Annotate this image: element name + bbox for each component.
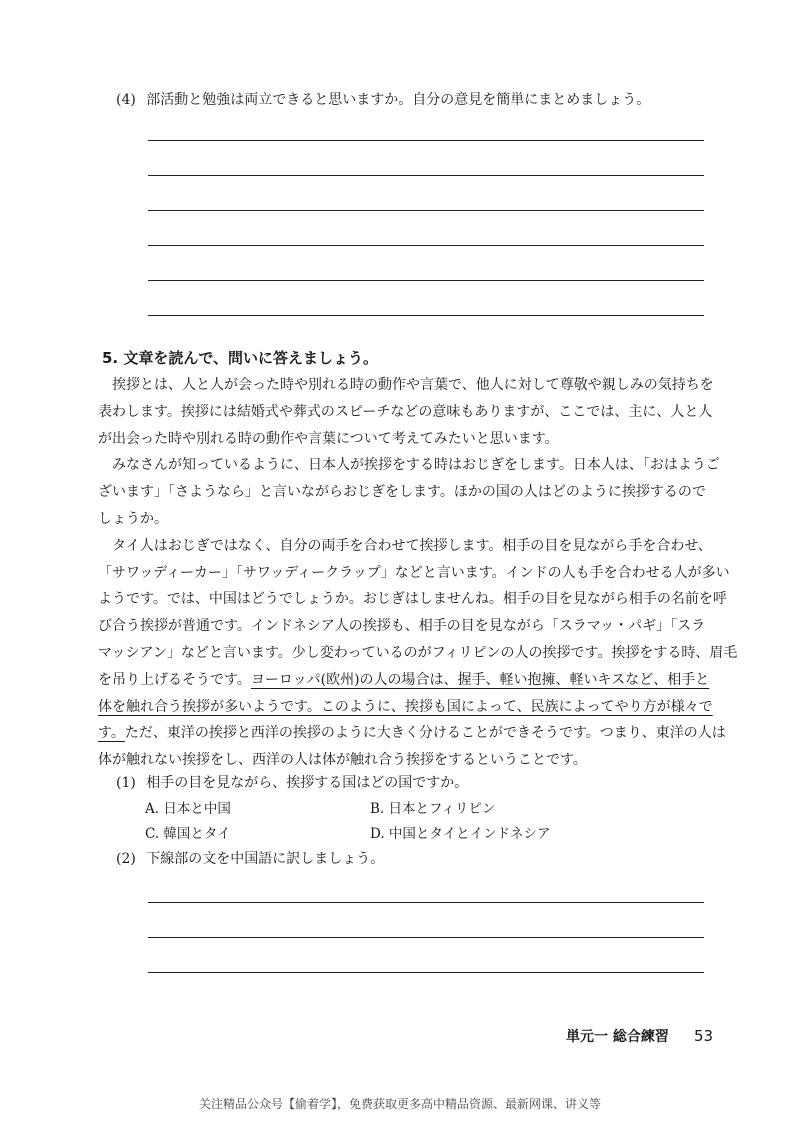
passage-line — [98, 694, 714, 721]
question-number: (1) — [116, 775, 136, 791]
question-text: 部活動と勉強は両立できると思いますか。自分の意見を簡単にまとめましょう。 — [146, 92, 651, 108]
passage-line: び合う挨拶が普通です。インドネシア人の挨拶も、相手の目を見ながら「スラマッ・パギ」「スラ — [98, 618, 706, 635]
option-d[interactable]: D. 中国とタイとインドネシア — [370, 826, 551, 842]
passage-line — [98, 720, 726, 747]
answer-line[interactable] — [148, 937, 704, 938]
passage-line: マッシアン」などと言います。少し変わっているのがフィリピンの人の挨拶です。挨拶をする時、眉毛 — [98, 644, 738, 661]
underlined-sentence: ヨーロッパ(欧州)の人の場合は、握手、軽い抱擁、軽いキスなど、相手と — [250, 671, 710, 688]
section-5-title: 5. 文章を読んで、問いに答えましょう。 — [102, 349, 379, 367]
answer-line[interactable] — [148, 315, 704, 316]
answer-line[interactable] — [148, 280, 704, 281]
question-1 — [116, 773, 468, 793]
question-text: 相手の目を見ながら、挨拶する国はどの国ですか。 — [146, 775, 469, 791]
answer-line[interactable] — [148, 210, 704, 211]
answer-line[interactable] — [148, 245, 704, 246]
answer-line[interactable] — [148, 902, 704, 903]
passage-line: ようです。では、中国はどうでしょうか。おじぎはしませんね。相手の目を見ながら相手の名前を呼 — [98, 591, 727, 608]
passage-line: タイ人はおじぎではなく、自分の両手を合わせて挨拶します。相手の目を見ながら手を合わせ、 — [112, 537, 712, 554]
passage-line: 挨拶とは、人と人が会った時や別れる時の動作や言葉で、他人に対して尊敬や親しみの気持ちを — [112, 377, 714, 393]
underlined-sentence: 体を触れ合う挨拶が多いようです。このように、挨拶も国によって、民族によってやり方が様々で — [98, 698, 713, 715]
answer-line[interactable] — [148, 175, 704, 176]
passage-line: ざいます」「さようなら」と言いながらおじぎをします。ほかの国の人はどのように挨拶するので — [98, 484, 706, 501]
passage-line — [98, 667, 714, 694]
question-2 — [116, 849, 384, 869]
question-4 — [116, 90, 650, 110]
answer-line[interactable] — [148, 140, 704, 141]
passage-line: 体が触れない挨拶をし、西洋の人は体が触れ合う挨拶をするということです。 — [98, 752, 587, 769]
unit-label: 単元一 総合練習 — [566, 1029, 669, 1045]
option-a[interactable]: A. 日本と中国 — [145, 801, 231, 817]
question-number: (4) — [116, 92, 136, 108]
passage-text: ただ、東洋の挨拶と西洋の挨拶のように大きく分けることができそうです。つまり、東洋の人は — [124, 725, 726, 742]
page-number: 53 — [694, 1027, 714, 1045]
question-number: (2) — [116, 851, 136, 867]
passage-line: みなさんが知っているように、日本人が挨拶をする時はおじぎをします。日本人は、「おはようご — [112, 457, 720, 474]
passage-line: 「サワッディーカー」「サワッディークラップ」などと言います。インドの人も手を合わせる人が多い — [98, 564, 730, 581]
passage-text: を吊り上げるそうです。 — [98, 671, 251, 688]
option-b[interactable]: B. 日本とフィリピン — [370, 801, 496, 817]
passage-line: 表わします。挨拶には結婚式や葬式のスピーチなどの意味もありますが、ここでは、主に、人と人 — [98, 403, 713, 420]
passage-line: しょうか。 — [98, 510, 168, 527]
underlined-sentence: す。 — [98, 725, 125, 742]
question-text: 下線部の文を中国語に訳しましょう。 — [146, 851, 385, 867]
reading-passage — [98, 372, 738, 774]
option-c[interactable]: C. 韓国とタイ — [145, 826, 231, 842]
footer-note: 关注精品公众号【偷着学】，免费获取更多高中精品资源、最新网课、讲义等 — [198, 1097, 601, 1111]
passage-line: が出会った時や別れる時の動作や言葉について考えてみたいと思います。 — [98, 430, 559, 447]
answer-line[interactable] — [148, 972, 704, 973]
